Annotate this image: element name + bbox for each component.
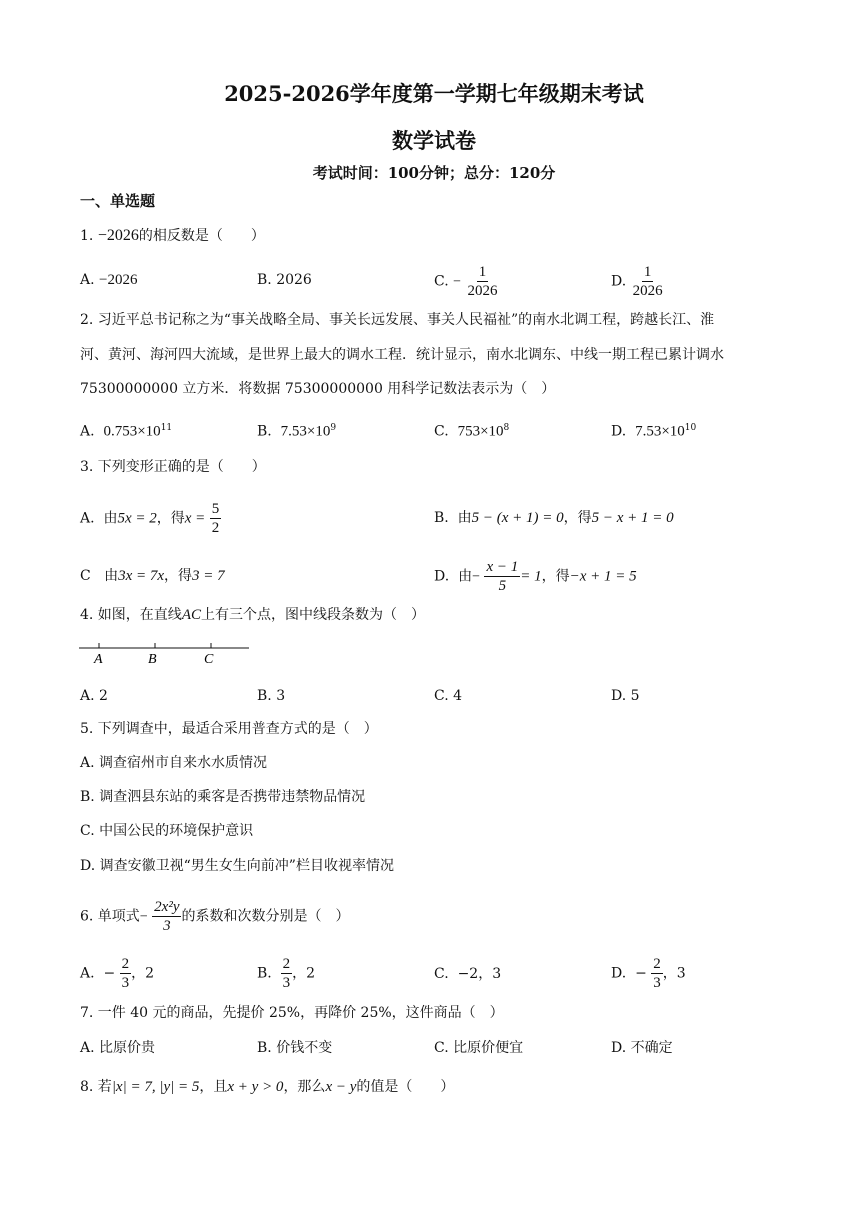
q2-option-b: B. $7.53\times 10^9$ (257, 423, 337, 440)
q4-option-a: A. 2 (80, 688, 108, 704)
q6-stem (80, 898, 349, 935)
q1-option-d (611, 263, 665, 300)
fraction (152, 898, 181, 935)
equation: 5x = 2 (117, 510, 157, 527)
q2-line-2: 河、黄河、海河四大流域，是世界上最大的调水工程．统计显示，南水北调东、中线一期工程已累计调水 (80, 347, 724, 363)
option-value: 不确定 (630, 1040, 673, 1056)
option-value: 4 (453, 688, 463, 704)
exam-title: 2025-2026学年度第一学期七年级期末考试 (224, 81, 644, 106)
exponent: 8 (503, 423, 510, 433)
option-tail: ，3 (662, 965, 686, 982)
text: 由 (458, 568, 473, 585)
text: 6. 单项式 (80, 908, 140, 925)
q7-option-d: D. 不确定 (611, 1040, 673, 1056)
option-value: 3 (276, 688, 286, 704)
numerator: 1 (643, 264, 652, 280)
denominator: 2 (211, 520, 220, 536)
condition: x + y > 0 (227, 1079, 284, 1095)
option-label: C. (434, 273, 449, 290)
denominator: 2026 (467, 283, 498, 299)
exam-info: 考试时间：100分钟；总分：120分 (312, 164, 556, 182)
equation: 5 − x + 1 = 0 (591, 510, 674, 526)
denominator: 5 (498, 578, 507, 594)
option-value: 价钱不变 (276, 1040, 333, 1056)
q8-stem (80, 1080, 454, 1094)
option-value: 比原价贵 (99, 1040, 156, 1056)
text: 的系数和次数分别是（ ） (181, 908, 350, 925)
q1-option-c (434, 263, 499, 300)
denominator: 3 (653, 975, 661, 991)
equation: 5 − (x + 1) = 0 (471, 510, 564, 526)
numerator: 2 (121, 956, 130, 972)
text: 的值是（ ） (356, 1079, 455, 1095)
fraction (210, 500, 222, 537)
q2-option-a: A. $0.753\times 10^{11}$ (80, 423, 173, 440)
q1-expression: −2026 (97, 227, 139, 244)
point-a-label: A (94, 652, 103, 667)
option-label: A. (80, 272, 95, 288)
fraction (651, 955, 663, 992)
option-sign: − (453, 274, 462, 290)
q1-option-a (80, 273, 137, 287)
numerator: 5 (211, 501, 220, 517)
equation: −x + 1 = 5 (569, 568, 637, 585)
q3-option-c: C 由3x = 7x，得3 = 7 (80, 568, 225, 584)
q3-stem: 3. 下列变形正确的是（ ） (80, 459, 266, 475)
denominator: 3 (163, 918, 171, 934)
numerator: 1 (478, 264, 487, 280)
q7-option-c: C. 比原价便宜 (434, 1040, 524, 1056)
option-tail: ，2 (292, 965, 316, 982)
text: 由 (457, 510, 472, 526)
q5-option-a: A. 调查宿州市自来水水质情况 (80, 755, 268, 771)
section-heading: 一、单选题 (80, 192, 156, 210)
option-value: 0.753×10 (103, 423, 161, 440)
q7-option-a: A. 比原价贵 (80, 1040, 156, 1056)
option-value: 2 (99, 688, 108, 704)
q5-option-b: B. 调查泗县东站的乘客是否携带违禁物品情况 (80, 789, 366, 805)
fraction (281, 955, 293, 992)
fraction (631, 263, 665, 300)
option-label: B. (257, 272, 272, 288)
denominator: 3 (282, 975, 291, 991)
option-value: 753×10 (457, 423, 504, 440)
text: 由 (104, 568, 119, 584)
q7-option-b: B. 价钱不变 (257, 1040, 333, 1056)
equation: x = (184, 510, 206, 527)
text: 8. 若 (80, 1079, 112, 1095)
point-b-label: B (148, 652, 157, 667)
option-value: −2，3 (457, 966, 502, 982)
option-value: 比原价便宜 (453, 1040, 524, 1056)
line-diagram (78, 638, 253, 668)
option-value: 7.53×10 (280, 423, 331, 440)
q3-option-a: A. 由5x = 2，得x = $\frac{5}{2}$ (80, 501, 220, 536)
q4-option-c: C. 4 (434, 688, 463, 704)
q5-option-c: C. 中国公民的环境保护意识 (80, 823, 254, 839)
q4-option-b: B. 3 (257, 688, 286, 704)
q1-text: 的相反数是（ ） (138, 228, 265, 244)
numerator: 2 (282, 956, 291, 972)
fraction (120, 955, 132, 992)
line-name: AC (181, 607, 201, 623)
text: ，得 (563, 510, 592, 526)
q6-option-d: D. − $\frac{2}{3}$ ，3 (611, 956, 686, 991)
numerator: x − 1 (486, 559, 519, 575)
q2-line-1: 2. 习近平总书记称之为“事关战略全局、事关长远发展、事关人民福祉”的南水北调工程，跨越长江、淮 (80, 312, 715, 328)
point-c-label: C (204, 652, 214, 667)
option-value: 5 (630, 688, 640, 704)
exponent: 11 (160, 423, 173, 433)
fraction (465, 263, 499, 300)
denominator: 3 (121, 975, 130, 991)
option-label: D. (611, 273, 627, 290)
option-value: 2026 (276, 272, 312, 288)
q5-option-d: D. 调查安徽卫视“男生女生向前冲”栏目收视率情况 (80, 858, 394, 874)
q6-option-a: A. − $\frac{2}{3}$ ，2 (80, 956, 155, 991)
text: 上有三个点，图中线段条数为（ ） (200, 607, 425, 623)
text: ，且 (199, 1079, 228, 1095)
q2-option-d: D. $7.53\times 10^{10}$ (611, 423, 697, 440)
denominator: 2026 (632, 283, 663, 299)
q4-option-d: D. 5 (611, 688, 640, 704)
equation: 3 = 7 (192, 568, 225, 584)
condition: |x| = 7, |y| = 5 (111, 1079, 200, 1095)
q4-stem (80, 608, 425, 622)
sign: − (139, 909, 148, 925)
q2-option-c: C. $753\times 10^8$ (434, 423, 510, 440)
text: 由 (103, 510, 118, 527)
q3-option-d: D. 由− $\frac{x - 1}{5}$ = 1，得−x + 1 = 5 (434, 559, 637, 594)
expression: x − y (325, 1079, 357, 1095)
q6-option-b: B. $\frac{2}{3}$ ，2 (257, 956, 316, 991)
q1-number: 1. (80, 228, 94, 244)
numerator: 2x²y (154, 899, 180, 915)
q7-stem: 7. 一件 40 元的商品，先提价 25%，再降价 25%，这件商品（ ） (80, 1005, 504, 1021)
q5-stem: 5. 下列调查中，最适合采用普查方式的是（ ） (80, 721, 378, 737)
sign: − (472, 569, 480, 585)
equation: = 1 (520, 568, 542, 585)
question-1 (80, 229, 265, 243)
q3-option-b: B. 由5 − (x + 1) = 0，得5 − x + 1 = 0 (434, 510, 674, 526)
exponent: 9 (330, 423, 337, 433)
numerator: 2 (653, 956, 661, 972)
q1-option-b (257, 273, 312, 287)
text: ，得 (156, 510, 185, 527)
fraction (484, 558, 520, 595)
text: 4. 如图，在直线 (80, 607, 182, 623)
exam-subtitle: 数学试卷 (392, 128, 476, 153)
text: ，那么 (283, 1079, 326, 1095)
option-value: −2026 (99, 272, 138, 288)
equation: 3x = 7x (118, 568, 164, 584)
exponent: 10 (684, 423, 697, 433)
q2-line-3: 75300000000 立方米．将数据 75300000000 用科学记数法表示为（ ） (80, 381, 556, 397)
option-tail: ，2 (131, 965, 155, 982)
text: ，得 (164, 568, 192, 584)
text: ，得 (541, 568, 570, 585)
option-value: 7.53×10 (635, 423, 685, 440)
q6-option-c: C. −2，3 (434, 966, 502, 982)
